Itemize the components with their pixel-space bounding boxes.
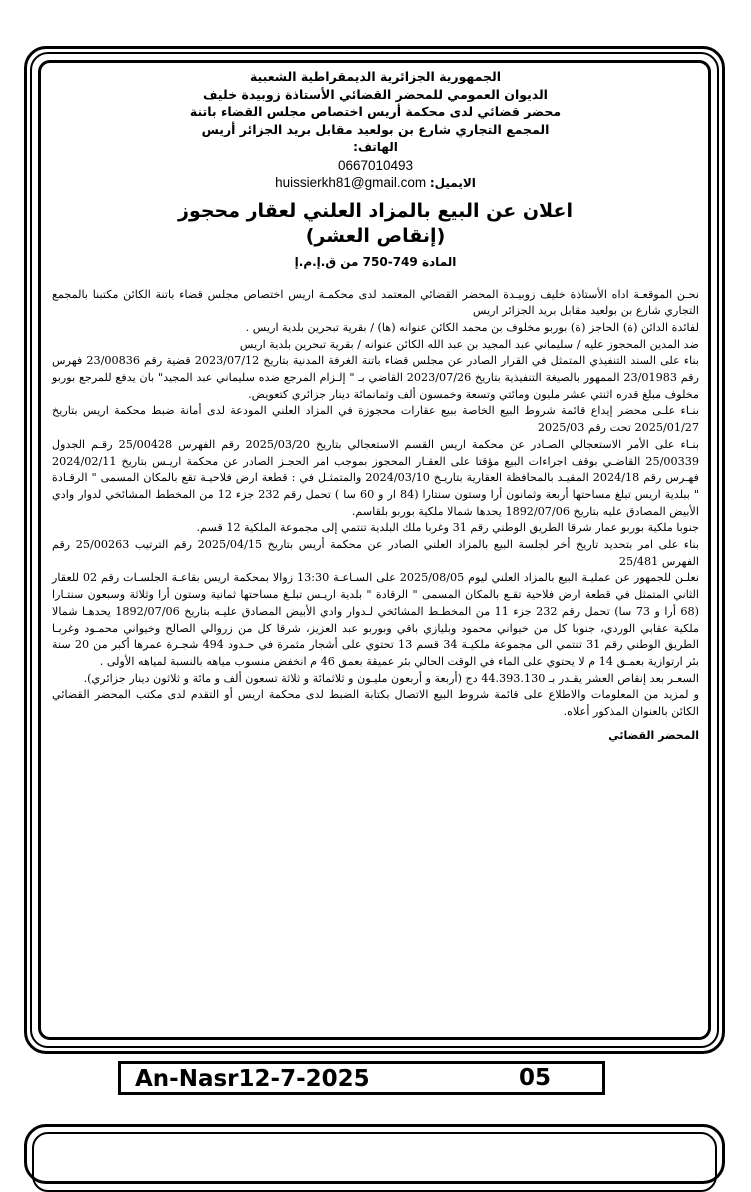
email-label: الايميل:	[429, 176, 476, 190]
legal-article: المادة 749-750 من ق.إ.م.إ	[294, 254, 457, 269]
body-paragraph: بناء على امر بتحديد تاريخ أخر لجلسة البيع بالمزاد العلني الصادر عن محكمة أريس بتاريخ 2025/04/15 رقم الترتيب 25/00263 رقم الفهرس 25/481	[52, 538, 700, 568]
announcement-subtitle: (إنقاص العشر)	[305, 224, 446, 247]
body-paragraph: بناء على السند التنفيذي المتمثل في القرار الصادر عن مجلس قضاء باتنة الغرفة المدنية بتاريخ 2023/07/12 قضية رقم 23/00836 فهرس رقم 23/01983 الممهور بالصيغة التنفيذية بتاريخ 2023/07/26 القاضي بـ " إلـزام المرجع ضده سليماني عبد المجيد" بان يدفع للمرجع بوربو مخلوف مبلغ قدره اثنتي عشر مليون ومائتي وتسعة وخمسون ألف وثمانمائة دينار جزائري كتعويض.	[52, 354, 700, 401]
body-paragraph: بنـاء علـى محضر إيداع قائمة شروط البيع الخاصة ببيع عقارات محجوزة في المزاد العلني المودعة لدى أمانة ضبط محكمة اريس بتاريخ 2025/01/27 تحت رقم 2025/03	[52, 404, 699, 435]
announcement-title: اعلان عن البيع بالمزاد العلني لعقار محجوز	[178, 199, 573, 222]
announcement-content	[52, 68, 699, 742]
office-address: المجمع التجاري شارع بن بولعيد مقابل بريد الجزائر أريس	[201, 121, 550, 137]
page-number: 05	[519, 1065, 552, 1091]
phone-line	[52, 138, 699, 157]
newspaper-footer	[118, 1061, 605, 1095]
phone-label: الهاتف:	[353, 140, 398, 154]
body-paragraph: نحـن الموقعـة اداه الأستاذة خليف زوبيـدة المحضر القضائي المعتمد لدى محكمـة اريس اختصاص مجلس قضاء باتنة الكائن مكتبنا بالمجمع التجاري شارع بن بولعيد مقابل بريد الجزائر اريس	[52, 287, 699, 318]
body-paragraph: بنـاء على الأمر الاستعجالي الصـادر عن محكمة اريس القسم الاستعجالي بتاريخ 2025/03/20 رقم الفهرس 25/00428 رقـم الجدول 25/00339 القاضـي بوقف اجراءات البيع مؤقتا على العقـار المحجوز بموجب امر الحجـز الصادر عن محكمة اريـس بتاريخ 2024/02/11 فهـرس رقم 2024/18 المقيـد بالمحافظة العقارية بتاريـخ 2024/03/10 والمتمثـل في : قطعة ارض فلاحيـة تقع بالمكان المسمى " الرقـادة " ببلدية اريس تبلغ مساحتها أربعة وثمانون أرا وستون سنتارا (84 ار و 60 سا ) تحمل رقم 232 جزء 12 من المخطط المشائخي لدوار وادي الأبيض المصادق عليه بتاريخ 1892/07/06 يحدها شمالا ملكية بوربو بلقاسم.	[52, 437, 699, 518]
office-name: الديوان العمومي للمحضر القضائي الأستاذة زوبيدة خليف	[203, 86, 548, 102]
email-address: huissierkh81@gmail.com	[275, 175, 427, 190]
body-paragraph: ضد المدين المحجوز عليه / سليماني عبد المجيد بن عبد الله الكائن عنوانه / بقرية تبحرين بلدية اريس	[239, 337, 699, 351]
newspaper-name-date: An-Nasr12-7-2025	[135, 1066, 370, 1092]
body-paragraph: و لمزيد من المعلومات والاطلاع على قائمة شروط البيع الاتصال بكتابة الضبط لدى محكمة اريس أو التقدم لدى مكتب المحضر القضائي الكائن بالعنوان المذكور أعلاه.	[52, 688, 699, 719]
body-paragraph: نعلـن للجمهور عن عمليـة البيع بالمزاد العلني ليوم 2025/08/05 على السـاعـة 13:30 زوالا بمحكمة اريس بقاعـة الجلسـات رقم 02 للعقار الثاني المتمثل في قطعة ارض فلاحية تقـع بالمكان المسمى " الرقادة " بلدية اريـس تبلـغ مساحتها ثمانية وستون أرا وثلاثة وسبعون سنتـارا (68 أرا و 73 سا) تحمل رقم 232 جزء 11 من المخطـط المشائخي لـدوار وادي الأبيض المصادق عليـه بتاريخ 1892/07/06 يحدهـا شمالا ملكية عقابي الوردي، جنوبا كل من خيواني محمود وبليازي باقي وبوربو عبد العزيز، شرقا كل من زروالي الصالح وخيواني محمـود وغربـا الطريق الوطني رقم 31 تنتمي الى مجموعة ملكيـة 34 قسم 13 تحتوي على أشجار مثمرة في حـدود 494 شجـرة عمرها أكبر من 20 سنة بئر ارتوازية بعمـق 14 م لا يحتوي على الماء في الوقت الحالي بئر عميقة بعمق 46 م انخفض منسوب مياهه بالنسبة لمياهه الأولى .	[52, 571, 699, 668]
office-jurisdiction: محضر قضائي لدى محكمة أريس اختصاص مجلس القضاء باتنة	[189, 104, 562, 119]
body-paragraph: جنوبا ملكية بوربو عمار شرقا الطريق الوطني رقم 31 وغربا ملك البلدية تنتمي إلى مجموعة الملكية 12 قسم.	[196, 521, 699, 535]
body-paragraph: السعـر بعد إنقاص العشر يقـدر بـ 44.393.130 دج (أربعة و أربعون مليـون و ثلاثمائة و ثلاثة تسعون ألف و مائة و ثلاثون دينار جزائري).	[83, 671, 699, 685]
next-announcement-inner-border	[32, 1132, 717, 1192]
signature: المحضر القضائي	[608, 728, 699, 742]
email-line	[52, 174, 699, 193]
phone-number: 0667010493	[337, 157, 414, 173]
announcement-body	[52, 287, 699, 721]
body-paragraph: لفائدة الدائن (ة) الحاجز (ة) بوربو مخلوف بن محمد الكائن عنوانه (ها) / بقرية تبحرين بلدية اريس .	[245, 320, 699, 334]
republic-title: الجمهورية الجزائرية الديمقراطية الشعبية	[249, 69, 502, 84]
